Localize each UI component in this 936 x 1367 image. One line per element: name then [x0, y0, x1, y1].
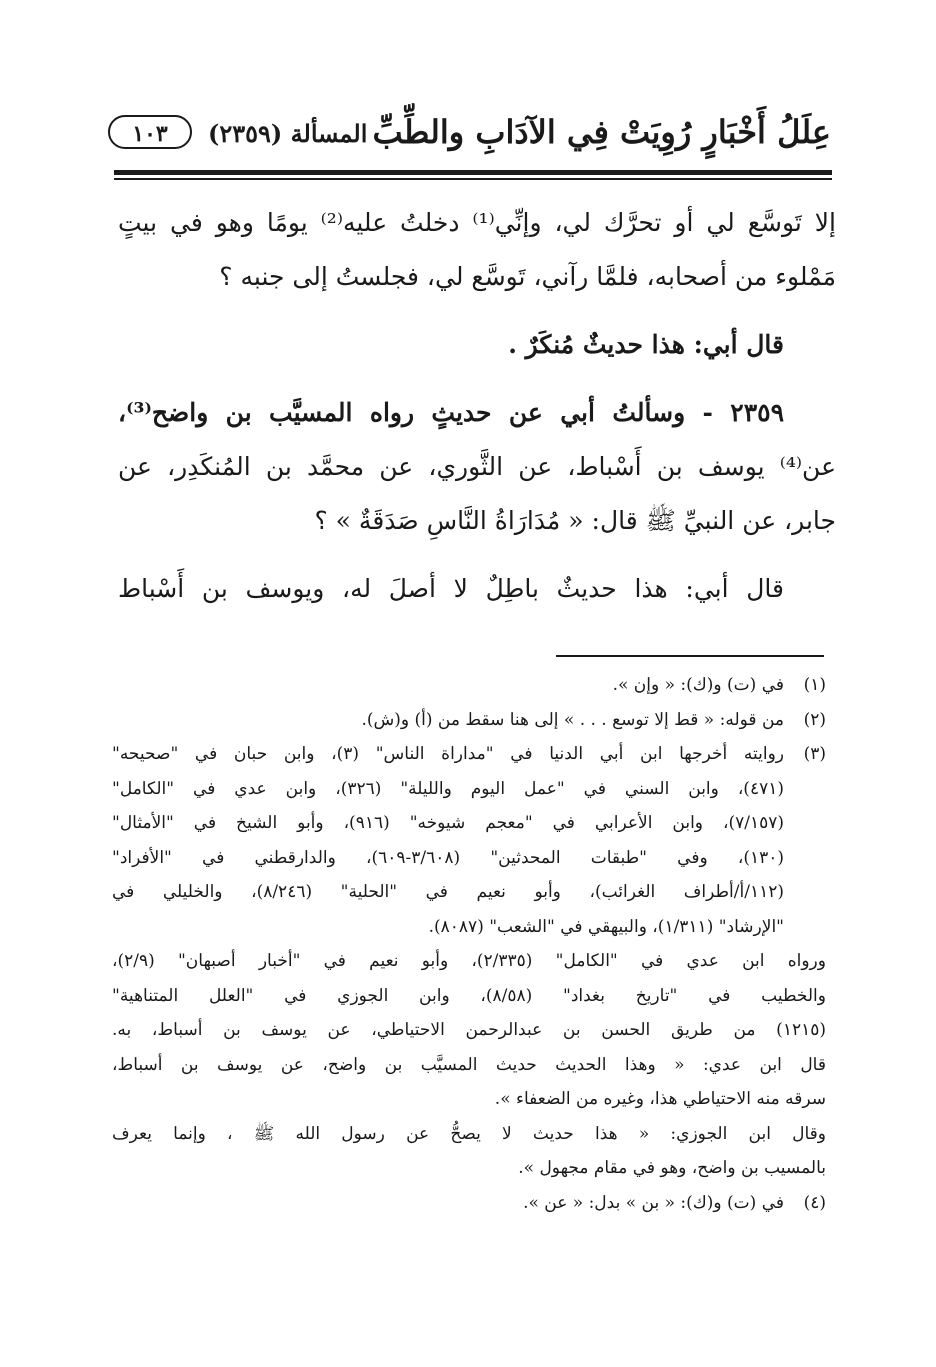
book-title: عِلَلُ أَخْبَارٍ رُوِيَتْ فِي الآدَابِ والطِّبِّ	[372, 113, 831, 151]
footnote-3-continuation	[112, 944, 826, 1186]
text-line: قال أبي: هذا حديثٌ باطِلٌ لا أصلَ له، ويوسف بن أَسْباط	[118, 574, 784, 603]
footnote-number: (٣)	[803, 744, 826, 764]
footnote-line: روايته أخرجها ابن أبي الدنيا في "مداراة الناس" (٣)، وابن حبان في "صحيحه"	[112, 744, 785, 764]
footnote-line: (٧/١٥٧)، وابن الأعرابي في "معجم شيوخه" (٩١٦)، وأبو الشيخ في "الأمثال"	[112, 813, 784, 833]
header-rule-thick	[114, 170, 832, 175]
footnote-separator	[556, 655, 824, 657]
footnote-line: ورواه ابن عدي في "الكامل" (٢/٣٣٥)، وأبو نعيم في "أخبار أصبهان" (٢/٩)،	[112, 951, 826, 971]
main-text	[118, 196, 836, 616]
footnote-line: بالمسيب بن واضح، وهو في مقام مجهول ».	[518, 1158, 826, 1178]
footnote-line: (٤٧١)، وابن السني في "عمل اليوم والليلة" (٣٢٦)، وابن عدي في "الكامل"	[112, 778, 784, 799]
text-line: جابر، عن النبيِّ ﷺ قال: « مُدَارَاةُ النَّاسِ صَدَقَةٌ » ؟	[314, 506, 836, 535]
footnote-line: والخطيب في "تاريخ بغداد" (٨/٥٨)، وابن الجوزي في "العلل المتناهية"	[112, 985, 826, 1006]
footnotes	[112, 668, 826, 1220]
footnote-line: في (ت) و(ك): « وإن ».	[612, 675, 784, 695]
issue-number: المسألة (٢٣٥٩)	[208, 119, 368, 148]
footnote-number: (٤)	[803, 1192, 826, 1213]
footnote-line: (١٢١٥) من طريق الحسن بن عبدالرحمن الاحتياطي، عن يوسف بن أسباط، به.	[112, 1020, 826, 1040]
text-line: قال أبي: هذا حديثٌ مُنكَرٌ .	[508, 330, 784, 359]
text-line: ٢٣٥٩ - وسألتُ أبي عن حديثٍ رواه المسيَّب بن واضح⁽³⁾،	[118, 398, 784, 427]
footnote-1	[112, 668, 826, 703]
footnote-line: وقال ابن الجوزي: « هذا حديث لا يصحُّ عن رسول الله ﷺ ، وإنما يعرف	[112, 1123, 826, 1144]
footnote-line: (١٣٠)، وفي "طبقات المحدثين" (٣/٦٠٨-٦٠٩)، والدارقطني في "الأفراد"	[112, 847, 784, 868]
footnote-3	[112, 737, 826, 944]
footnote-line: قال ابن عدي: « وهذا الحديث حديث المسيَّب بن واضح، عن يوسف بن أسباط،	[112, 1054, 826, 1075]
footnote-number: (٢)	[803, 709, 826, 730]
footnote-line: (١١٢/أ/أطراف الغرائب)، وأبو نعيم في "الحلية" (٨/٢٤٦)، والخليلي في	[112, 882, 784, 902]
text-line: إلا تَوسَّع لي أو تحرَّك لي، وإنِّي⁽¹⁾ دخلتُ عليه⁽²⁾ يومًا وهو في بيتٍ	[118, 208, 836, 237]
header-rule-thin	[114, 178, 832, 180]
footnote-line: "الإرشاد" (١/٣١١)، والبيهقي في "الشعب" (٨٠٨٧).	[428, 916, 784, 937]
footnote-number: (١)	[803, 675, 826, 695]
footnote-line: من قوله: « قط إلا توسع . . . » إلى هنا سقط من (أ) و(ش).	[361, 709, 784, 730]
running-header	[108, 108, 831, 164]
footnote-2	[112, 703, 826, 738]
footnote-line: سرقه منه الاحتياطي هذا، وغيره من الضعفاء ».	[494, 1089, 826, 1109]
text-line: عن⁽⁴⁾ يوسف بن أَسْباط، عن الثَّوري، عن محمَّد بن المُنكَدِر، عن	[118, 452, 836, 481]
footnote-4	[112, 1186, 826, 1221]
page-number-badge: ١٠٣	[108, 115, 192, 149]
footnote-line: في (ت) و(ك): « بن » بدل: « عن ».	[523, 1192, 784, 1213]
text-line: مَمْلوء من أصحابه، فلمَّا رآني، تَوسَّع لي، فجلستُ إلى جنبه ؟	[219, 262, 836, 291]
